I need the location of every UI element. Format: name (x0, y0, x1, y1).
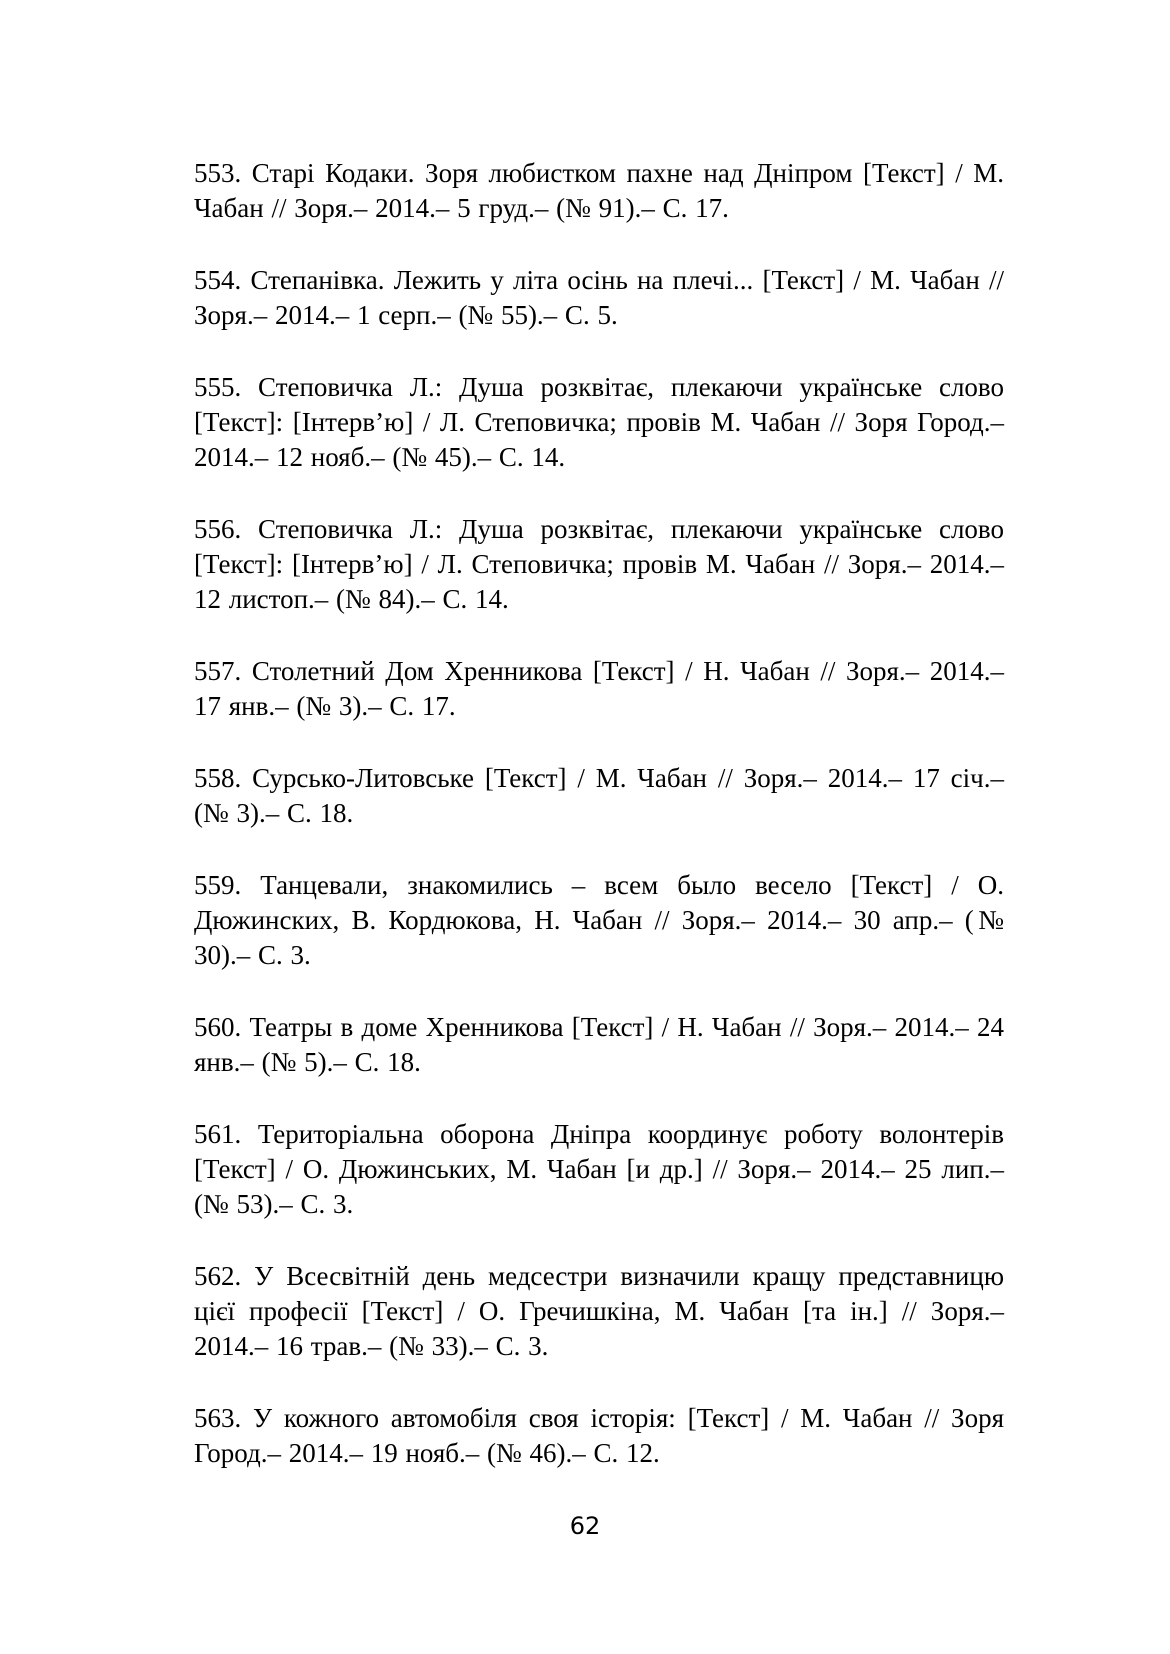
bibliography-entry: 556. Степовичка Л.: Душа розквітає, плекаючи українське слово [Текст]: [Інтерв’ю] / Л. Степовичка; провів М. Чабан // Зоря.– 2014.– 12 листоп.– (№ 84).– С. 14. (194, 514, 1004, 614)
page-number: 62 (569, 1512, 601, 1540)
bibliography-entry: 554. Степанівка. Лежить у літа осінь на плечі... [Текст] / М. Чабан // Зоря.– 2014.– 1 серп.– (№ 55).– С. 5. (194, 265, 1004, 330)
bibliography-entry: 558. Сурсько-Литовське [Текст] / М. Чабан // Зоря.– 2014.– 17 січ.– (№ 3).– С. 18. (194, 763, 1004, 828)
bibliography-entry: 557. Столетний Дом Хренникова [Текст] / Н. Чабан // Зоря.– 2014.– 17 янв.– (№ 3).– С. 17. (194, 656, 1004, 721)
bibliography-entry: 555. Степовичка Л.: Душа розквітає, плекаючи українське слово [Текст]: [Інтерв’ю] / Л. Степовичка; провів М. Чабан // Зоря Город.– 2014.– 12 нояб.– (№ 45).– С. 14. (194, 372, 1004, 472)
bibliography-entry: 553. Старі Кодаки. Зоря любистком пахне над Дніпром [Текст] / М. Чабан // Зоря.– 2014.– 5 груд.– (№ 91).– С. 17. (194, 158, 1004, 223)
bibliography-entry: 559. Танцевали, знакомились – всем было весело [Текст] / О. Дюжинских, В. Кордюкова, Н. Чабан // Зоря.– 2014.– 30 апр.– (№ 30).– С. 3. (194, 870, 1004, 970)
bibliography-list (194, 156, 1004, 1508)
bibliography-entry: 562. У Всесвітній день медсестри визначили кращу представницю цієї професії [Текст] / О. Гречишкіна, М. Чабан [та ін.] // Зоря.– 2014.– 16 трав.– (№ 33).– С. 3. (194, 1261, 1004, 1361)
bibliography-entry: 563. У кожного автомобіля своя історія: [Текст] / М. Чабан // Зоря Город.– 2014.– 19 нояб.– (№ 46).– С. 12. (194, 1403, 1004, 1468)
bibliography-entry: 560. Театры в доме Хренникова [Текст] / Н. Чабан // Зоря.– 2014.– 24 янв.– (№ 5).– С. 18. (194, 1012, 1004, 1077)
bibliography-entry: 561. Територіальна оборона Дніпра координує роботу волонтерів [Текст] / О. Дюжинських, М. Чабан [и др.] // Зоря.– 2014.– 25 лип.– (№ 53).– С. 3. (194, 1119, 1004, 1219)
